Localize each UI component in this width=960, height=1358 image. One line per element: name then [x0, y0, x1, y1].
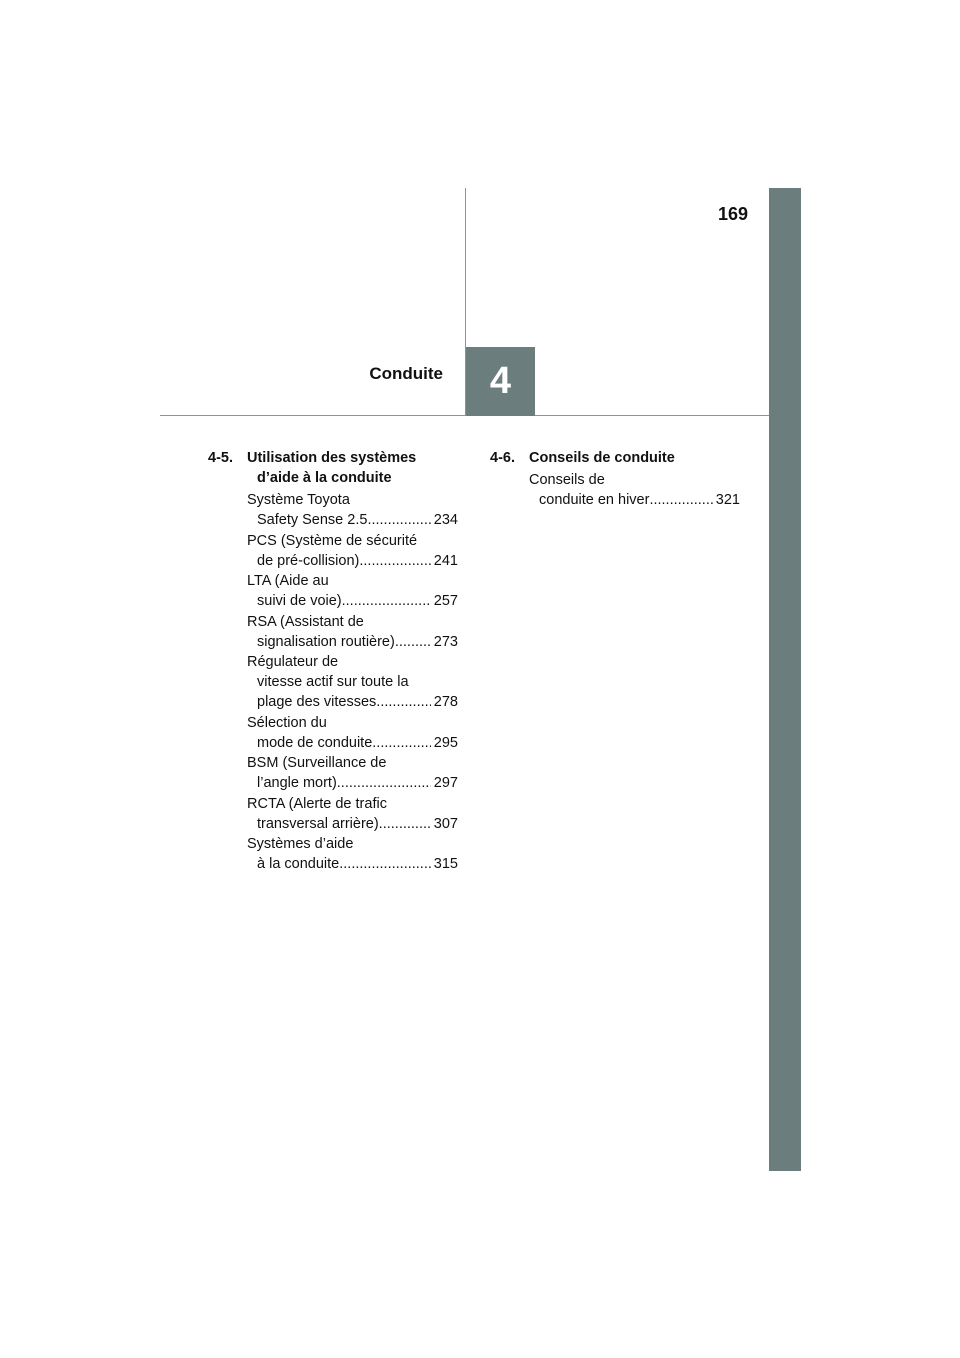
toc-entry-last-line — [247, 632, 458, 652]
toc-column-right — [490, 448, 740, 511]
toc-entry-last-line — [247, 692, 458, 712]
dot-leader — [376, 692, 431, 712]
toc-entry-label: conduite en hiver — [539, 492, 650, 508]
toc-entry-line: Conseils de — [529, 472, 605, 488]
toc-entry-last-line — [247, 814, 458, 834]
toc-entry-label: suivi de voie) — [257, 593, 342, 609]
dot-leader — [337, 773, 431, 793]
toc-page-number: 295 — [433, 734, 458, 751]
toc-entry[interactable] — [247, 612, 458, 652]
toc-entry-label: Safety Sense 2.5 — [257, 512, 368, 528]
toc-entry-line: RSA (Assistant de — [247, 613, 364, 630]
toc-entry-line: Régulateur de — [247, 654, 339, 670]
toc-page-number: 241 — [433, 552, 458, 569]
section-title-line: Utilisation des systèmes — [247, 450, 417, 466]
section-title-line: Conseils de conduite — [529, 450, 675, 466]
toc-entry-label: de pré-collision) — [257, 552, 360, 569]
dot-leader — [649, 490, 712, 510]
section-heading — [208, 448, 458, 488]
toc-entry-last-line — [247, 551, 458, 571]
toc-entry-last-line — [247, 591, 458, 611]
toc-entry[interactable] — [247, 490, 458, 530]
toc-page-number: 234 — [433, 512, 458, 528]
toc-entry-label: plage des vitesses — [257, 694, 377, 710]
horizontal-rule — [160, 415, 769, 416]
toc-entry-last-line — [529, 490, 740, 510]
toc-entry-label: mode de conduite — [257, 734, 373, 751]
section-number: 4-6. — [490, 450, 515, 466]
toc-entry-last-line — [247, 773, 458, 793]
dot-leader — [372, 733, 431, 753]
page-number: 169 — [718, 204, 749, 224]
toc-entry-line: vitesse actif sur toute la — [257, 674, 409, 690]
toc-page-number: 297 — [433, 775, 458, 791]
section-title — [247, 448, 458, 488]
toc-entry[interactable] — [247, 794, 458, 834]
toc-entry[interactable] — [529, 470, 740, 510]
toc-entry-line: Système Toyota — [247, 492, 350, 508]
toc-entry-line: Systèmes d’aide — [247, 836, 354, 852]
toc-entry-line: LTA (Aide au — [247, 573, 329, 589]
toc-page-number: 321 — [715, 492, 740, 508]
toc-entry[interactable] — [247, 753, 458, 793]
dot-leader — [359, 551, 430, 571]
toc-entry-label: signalisation routière) — [257, 633, 395, 650]
toc-entry-label: à la conduite — [257, 856, 340, 872]
chapter-number-box: 4 — [466, 347, 535, 416]
dot-leader — [379, 814, 431, 834]
dot-leader — [339, 854, 431, 874]
toc-entry[interactable] — [247, 652, 458, 712]
toc-entry-line: Sélection du — [247, 714, 327, 731]
toc-entry-label: l’angle mort) — [257, 775, 337, 791]
toc-entry[interactable] — [247, 571, 458, 611]
toc-entry-last-line — [247, 510, 458, 530]
toc-entry-last-line — [247, 854, 458, 874]
toc-entry-label: transversal arrière) — [257, 815, 379, 832]
dot-leader — [395, 632, 431, 652]
section-number: 4-5. — [208, 450, 233, 466]
toc-entry[interactable] — [247, 531, 458, 571]
toc-page-number: 278 — [433, 694, 458, 710]
toc-entry[interactable] — [247, 713, 458, 753]
dot-leader — [342, 591, 431, 611]
chapter-side-tab — [769, 188, 801, 1171]
dot-leader — [367, 510, 430, 530]
toc-entry-line: RCTA (Alerte de trafic — [247, 795, 387, 812]
toc-page-number: 307 — [433, 815, 458, 832]
toc-page-number: 257 — [433, 593, 458, 609]
toc-entry[interactable] — [247, 834, 458, 874]
toc-page-number: 273 — [433, 633, 458, 650]
toc-entry-last-line — [247, 733, 458, 753]
section-title — [529, 448, 740, 468]
chapter-title: Conduite — [369, 364, 443, 383]
toc-column-left — [208, 448, 458, 875]
toc-entry-line: BSM (Surveillance de — [247, 755, 387, 771]
toc-page-number: 315 — [433, 856, 458, 872]
section-heading — [490, 448, 740, 468]
section-title-line: d’aide à la conduite — [257, 470, 392, 486]
toc-entry-line: PCS (Système de sécurité — [247, 532, 418, 549]
